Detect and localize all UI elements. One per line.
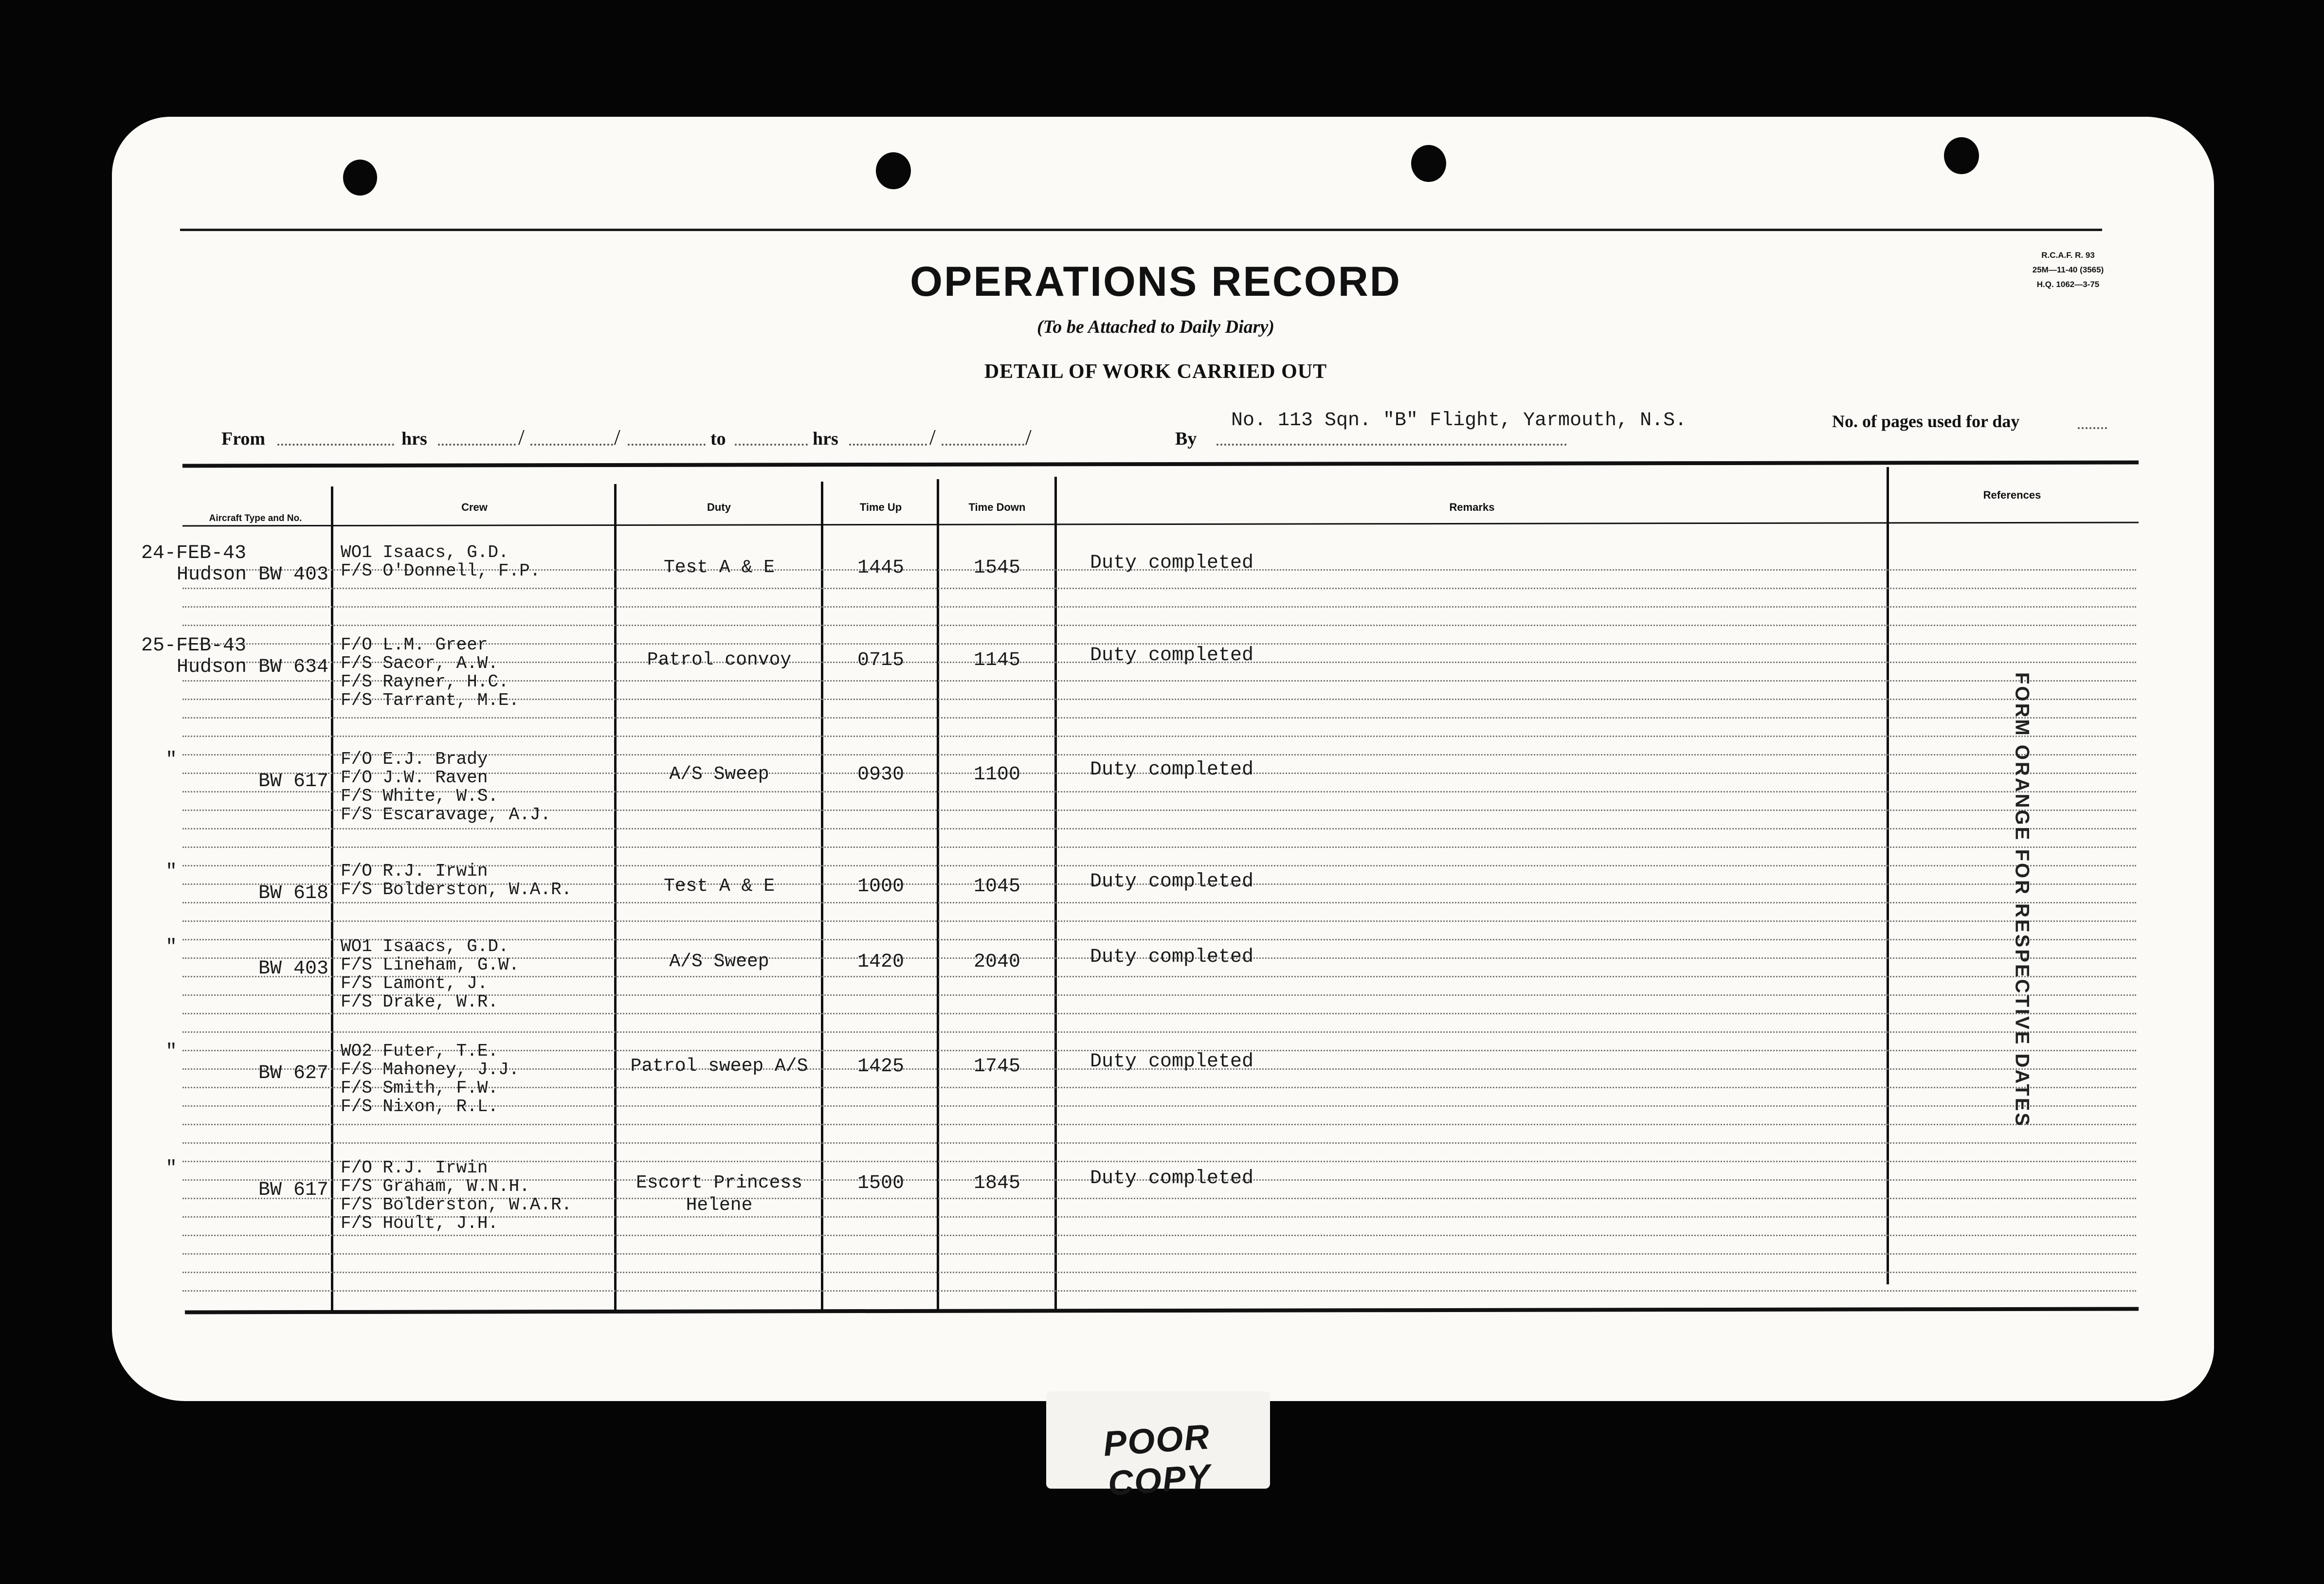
crew-cell: WO1 Isaacs, G.D. [341, 542, 509, 562]
ruling-line [182, 736, 2136, 737]
remarks-cell: Duty completed [1090, 1051, 1254, 1073]
remarks-cell: Duty completed [1090, 645, 1254, 666]
time-down-cell: 1545 [973, 557, 1020, 579]
form-code: R.C.A.F. R. 93 25M—11-40 (3565) H.Q. 1062—3-75 [2032, 251, 2104, 289]
duty-cell: A/S Sweep [669, 764, 769, 785]
crew-cell: F/S Nixon, R.L. [341, 1097, 499, 1116]
ruling-line [182, 588, 2136, 589]
col-head-duty: Duty [707, 501, 731, 513]
ruling-line [182, 717, 2136, 719]
time-down-cell: 1145 [973, 649, 1020, 671]
duty-cell: Test A & E [663, 876, 775, 897]
time-up-cell: 1445 [857, 557, 904, 579]
from-dots [277, 444, 394, 446]
time-down-cell: 1845 [973, 1172, 1020, 1194]
crew-cell: F/S Bolderston, W.A.R. [341, 1195, 572, 1215]
aircraft-cell: " [165, 861, 178, 883]
duty-cell: Helene [686, 1195, 753, 1216]
ruling-line [182, 902, 2136, 903]
aircraft-cell: BW 627 [258, 1062, 328, 1084]
time-down-cell: 1745 [973, 1056, 1020, 1078]
col-divider-5 [1054, 477, 1057, 1311]
date-dots-1 [530, 444, 613, 446]
ruling-line [182, 846, 2136, 848]
time-down-cell: 1045 [973, 876, 1020, 898]
ruling-line [182, 920, 2136, 922]
hrs-dots-2 [849, 444, 927, 446]
punch-hole-3 [1411, 145, 1446, 182]
remarks-cell: Duty completed [1090, 552, 1254, 574]
col-divider-2 [614, 484, 617, 1311]
crew-cell: F/O R.J. Irwin [341, 861, 488, 881]
slash-3: / [929, 425, 936, 450]
ruling-line [182, 828, 2136, 829]
duty-cell: A/S Sweep [669, 951, 769, 972]
ruling-line [182, 1290, 2136, 1292]
ruling-line [182, 1235, 2136, 1236]
page-subtitle: (To be Attached to Daily Diary) [1037, 317, 1274, 337]
col-head-time-up: Time Up [859, 501, 902, 513]
crew-cell: F/S Graham, W.N.H. [341, 1176, 530, 1196]
col-head-time-down: Time Down [968, 501, 1026, 513]
time-down-cell: 1100 [973, 764, 1020, 786]
by-dots [1216, 444, 1567, 446]
crew-cell: F/S Lamont, J. [341, 973, 488, 993]
crew-cell: F/O J.W. Raven [341, 768, 488, 788]
punch-hole-1 [343, 160, 377, 196]
time-up-cell: 1000 [857, 876, 904, 898]
slash-2: / [614, 425, 620, 450]
crew-cell: F/S Tarrant, M.E. [341, 690, 520, 710]
time-up-cell: 0715 [857, 649, 904, 671]
crew-cell: F/S Drake, W.R. [341, 992, 499, 1012]
detail-heading: DETAIL OF WORK CARRIED OUT [984, 360, 1327, 383]
time-down-cell: 2040 [973, 951, 1020, 973]
crew-cell: WO2 Futer, T.E. [341, 1041, 499, 1061]
remarks-cell: Duty completed [1090, 946, 1254, 968]
pages-label: No. of pages used for day [1832, 412, 2020, 431]
ruling-line [182, 1253, 2136, 1255]
crew-cell: F/S Sacor, A.W. [341, 653, 499, 673]
col-head-remarks: Remarks [1449, 501, 1495, 513]
crew-cell: F/S White, W.S. [341, 786, 499, 806]
ruling-line [182, 1013, 2136, 1014]
aircraft-cell: Hudson BW 634 [176, 656, 328, 678]
aircraft-cell: " [165, 1158, 178, 1180]
duty-cell: Patrol convoy [647, 649, 792, 670]
time-up-cell: 1420 [857, 951, 904, 973]
crew-cell: F/S O'Donnell, F.P. [341, 561, 541, 581]
aircraft-cell: " [165, 1041, 178, 1063]
aircraft-cell: Hudson BW 403 [176, 564, 328, 586]
aircraft-cell: BW 617 [258, 1179, 328, 1201]
duty-cell: Test A & E [663, 557, 775, 578]
to-label: to [710, 429, 726, 449]
crew-cell: F/S Bolderston, W.A.R. [341, 880, 572, 900]
crew-cell: F/O E.J. Brady [341, 749, 488, 769]
aircraft-cell: 24-FEB-43 [141, 542, 247, 564]
aircraft-cell: 25-FEB-43 [141, 635, 247, 657]
ruling-line [182, 1124, 2136, 1125]
pages-dots [2078, 427, 2107, 429]
col-divider-4 [937, 479, 939, 1311]
hrs-label-2: hrs [813, 429, 838, 449]
to-dots [735, 444, 808, 446]
aircraft-cell: BW 618 [258, 882, 328, 904]
aircraft-cell: " [165, 936, 178, 958]
col-head-aircraft: Aircraft Type and No. [209, 513, 302, 523]
crew-cell: F/S Rayner, H.C. [341, 672, 509, 692]
punch-hole-4 [1944, 137, 1979, 174]
by-value: No. 113 Sqn. "B" Flight, Yarmouth, N.S. [1231, 410, 1687, 432]
time-up-cell: 0930 [857, 764, 904, 786]
poor-copy-tag: POOR COPY [1046, 1391, 1270, 1489]
crew-cell: F/S Mahoney, J.J. [341, 1060, 520, 1080]
by-label: By [1175, 429, 1197, 449]
aircraft-cell: BW 617 [258, 771, 328, 792]
crew-cell: F/O R.J. Irwin [341, 1158, 488, 1178]
date-dots-2 [628, 444, 706, 446]
col-head-references: References [1983, 489, 2041, 501]
ruling-line [182, 1142, 2136, 1144]
side-stamp: FORM ORANGE FOR RESPECTIVE DATES [2011, 672, 2033, 1128]
top-rule [180, 229, 2102, 231]
crew-cell: F/S Escaravage, A.J. [341, 805, 551, 825]
ruling-line [182, 1031, 2136, 1033]
duty-cell: Escort Princess [635, 1172, 803, 1193]
crew-cell: WO1 Isaacs, G.D. [341, 936, 509, 956]
aircraft-cell: BW 403 [258, 958, 328, 980]
time-up-cell: 1500 [857, 1172, 904, 1194]
punch-hole-2 [876, 152, 911, 189]
aircraft-cell: " [165, 749, 178, 771]
remarks-cell: Duty completed [1090, 759, 1254, 781]
crew-cell: F/S Lineham, G.W. [341, 955, 520, 975]
slash-4: / [1025, 425, 1032, 450]
hrs-label: hrs [401, 429, 427, 449]
duty-cell: Patrol sweep A/S [630, 1056, 808, 1077]
col-head-crew: Crew [461, 501, 488, 513]
remarks-cell: Duty completed [1090, 1168, 1254, 1189]
from-label: From [221, 429, 266, 449]
ruling-line [182, 1272, 2136, 1273]
crew-cell: F/S Hoult, J.H. [341, 1213, 499, 1233]
hrs-dots [438, 444, 516, 446]
date-dots-3 [942, 444, 1024, 446]
time-up-cell: 1425 [857, 1056, 904, 1078]
slash-1: / [518, 425, 525, 450]
remarks-cell: Duty completed [1090, 871, 1254, 893]
crew-cell: F/O L.M. Greer [341, 635, 488, 655]
ruling-line [182, 625, 2136, 626]
crew-cell: F/S Smith, F.W. [341, 1078, 499, 1098]
page-title: OPERATIONS RECORD [910, 258, 1401, 305]
ruling-line [182, 606, 2136, 608]
